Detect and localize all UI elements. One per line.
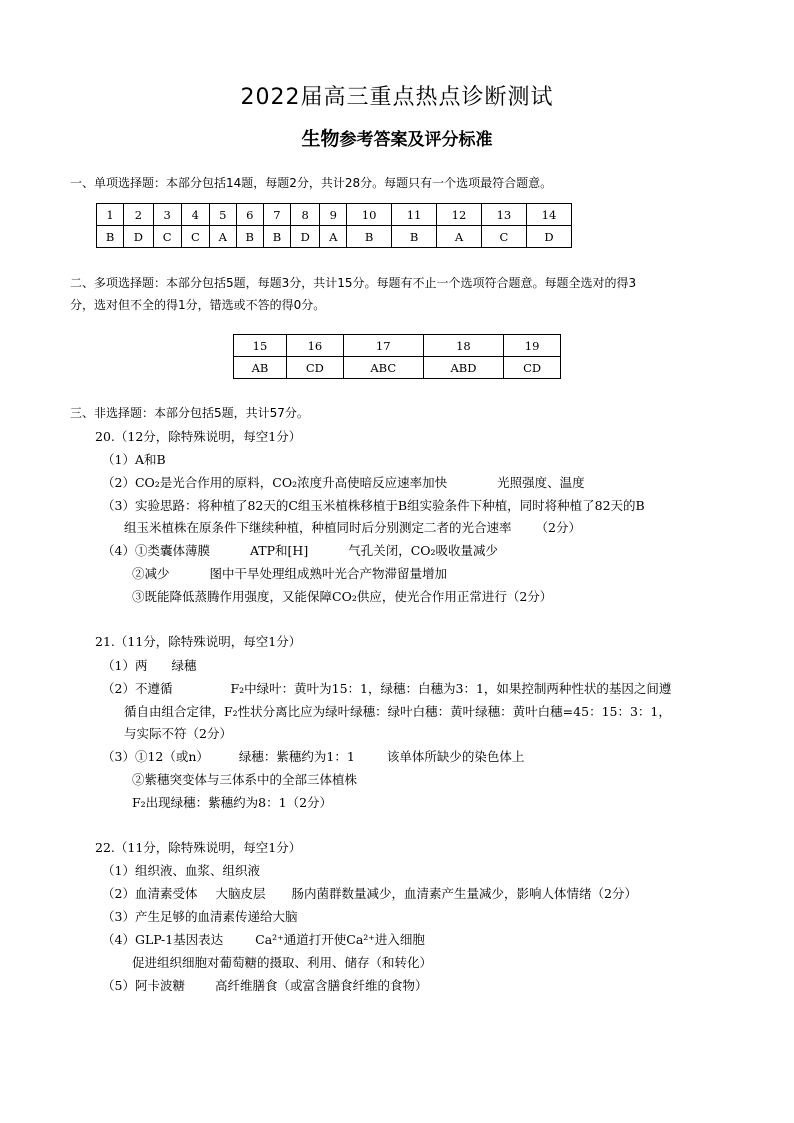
answer-cell: C xyxy=(153,226,181,248)
q22-part5-answer-a: （5）阿卡波糖 xyxy=(102,978,185,993)
q21-part1-answer-a: （1）两 xyxy=(102,658,148,673)
section3-heading: 三、非选择题：本部分包括5题，共计57分。 xyxy=(70,406,309,420)
q20-part2 xyxy=(102,474,585,492)
q22-part2-answer-c: 肠内菌群数量减少，血清素产生量减少，影响人体情绪（2分） xyxy=(291,886,637,901)
q20-part4-answer-2: ATP和[H] xyxy=(249,543,309,558)
answer-cell: A xyxy=(209,226,236,248)
q20-part2-answer-b: 光照强度、温度 xyxy=(497,475,585,490)
section1-heading: 一、单项选择题：本部分包括14题，每题2分，共计28分。每题只有一个选项最符合题意。 xyxy=(70,176,553,190)
question-number-cell: 7 xyxy=(263,204,290,226)
subtitle-text: 参考答案及评分标准 xyxy=(339,130,493,150)
q21-part2-line3: 与实际不符（2分） xyxy=(124,726,232,741)
answer-cell: D xyxy=(526,226,571,248)
q21-part3-line3: F₂出现绿穗：紫穗约为8：1（2分） xyxy=(132,795,333,810)
answer-cell: CD xyxy=(504,357,561,379)
answer-cell: B xyxy=(97,226,124,248)
q22-part1: （1）组织液、血浆、组织液 xyxy=(102,863,260,878)
q21-part1 xyxy=(102,657,196,675)
q22-heading: 22.（11分，除特殊说明，每空1分） xyxy=(95,840,302,855)
question-number-cell: 14 xyxy=(526,204,571,226)
answer-cell: ABC xyxy=(343,357,423,379)
answer-cell: B xyxy=(263,226,290,248)
table-row xyxy=(97,204,572,226)
question-number-cell: 2 xyxy=(124,204,153,226)
q20-part4-answer-1: （4）①类囊体薄膜 xyxy=(102,543,210,558)
q21-part2-answer-b: F₂中绿叶：黄叶为15：1，绿穗：白穗为3：1，如果控制两种性状的基因之间遵 xyxy=(230,681,672,696)
q21-part2-answer-a: （2）不遵循 xyxy=(102,681,173,696)
q21-part2-line1 xyxy=(102,680,671,698)
q20-part4-answer-5: 图中干旱处理组成熟叶光合产物滞留量增加 xyxy=(209,566,448,581)
answer-cell: C xyxy=(181,226,209,248)
question-number-cell: 17 xyxy=(343,335,423,357)
answer-cell: ABD xyxy=(423,357,504,379)
answer-cell: B xyxy=(347,226,392,248)
q20-part4-line1 xyxy=(102,542,498,560)
question-number-cell: 11 xyxy=(392,204,437,226)
q22-part5 xyxy=(102,977,427,995)
q22-part5-answer-b: 高纤维膳食（或富含膳食纤维的食物） xyxy=(214,978,428,993)
q22-part2-answer-a: （2）血清素受体 xyxy=(102,886,198,901)
answer-cell: B xyxy=(392,226,437,248)
table-row xyxy=(234,335,561,357)
question-number-cell: 19 xyxy=(504,335,561,357)
q21-heading: 21.（11分，除特殊说明，每空1分） xyxy=(95,634,302,649)
answer-cell: D xyxy=(124,226,153,248)
q20-part3-line1: （3）实验思路：将种植了82天的C组玉米植株移植于B组实验条件下种植，同时将种植了82天的B xyxy=(102,498,645,513)
q20-part4-line3: ③既能降低蒸腾作用强度，又能保障CO₂供应，使光合作用正常进行（2分） xyxy=(132,589,553,604)
q21-part3-answer-1: （3）①12（或n） xyxy=(102,749,209,764)
answer-cell: C xyxy=(481,226,526,248)
q21-part3-answer-2: 绿穗：紫穗约为1：1 xyxy=(238,749,355,764)
section2-answer-table xyxy=(233,334,561,379)
table-row xyxy=(234,357,561,379)
question-number-cell: 8 xyxy=(291,204,320,226)
q20-part2-answer-a: （2）CO₂是光合作用的原料，CO₂浓度升高使暗反应速率加快 xyxy=(102,475,448,490)
q20-part4-line2 xyxy=(132,565,447,583)
q22-part4-line1 xyxy=(102,931,425,949)
q22-part2 xyxy=(102,885,637,903)
q22-part3: （3）产生足够的血清素传递给大脑 xyxy=(102,909,298,924)
q21-part3-line1 xyxy=(102,748,524,766)
question-number-cell: 12 xyxy=(437,204,482,226)
page-title: 2022届高三重点热点诊断测试 xyxy=(240,85,554,110)
section2-heading-line2: 分，选对但不全的得1分，错选或不答的得0分。 xyxy=(70,298,326,312)
q20-heading: 20.（12分，除特殊说明，每空1分） xyxy=(95,429,302,444)
question-number-cell: 1 xyxy=(97,204,124,226)
question-number-cell: 3 xyxy=(153,204,181,226)
question-number-cell: 5 xyxy=(209,204,236,226)
page-subtitle xyxy=(0,124,794,151)
q21-part3-line2: ②紫穗突变体与三体系中的全部三体植株 xyxy=(132,772,358,787)
q20-part4-answer-4: ②减少 xyxy=(132,566,170,581)
q20-part1: （1）A和B xyxy=(102,452,166,467)
answer-cell: CD xyxy=(287,357,344,379)
question-number-cell: 18 xyxy=(423,335,504,357)
q22-part4-line2: 促进组织细胞对葡萄糖的摄取、利用、储存（和转化） xyxy=(132,955,433,970)
answer-cell: D xyxy=(291,226,320,248)
q22-part4-answer-a: （4）GLP-1基因表达 xyxy=(102,932,224,947)
q21-part1-answer-b: 绿穗 xyxy=(171,658,197,673)
subject-label: 生物 xyxy=(301,128,340,150)
q20-part3-line2 xyxy=(124,519,581,537)
question-number-cell: 13 xyxy=(481,204,526,226)
q20-part4-answer-3: 气孔关闭，CO₂吸收量减少 xyxy=(348,543,499,558)
question-number-cell: 6 xyxy=(236,204,263,226)
question-number-cell: 9 xyxy=(320,204,347,226)
q22-part2-answer-b: 大脑皮层 xyxy=(215,886,266,901)
answer-cell: A xyxy=(320,226,347,248)
answer-cell: AB xyxy=(234,357,287,379)
section2-heading-line1: 二、多项选择题：本部分包括5题，每题3分，共计15分。每题有不止一个选项符合题意。每题全选对的得3 xyxy=(70,276,637,290)
section1-answer-table xyxy=(96,203,572,248)
q20-part3-score: （2分） xyxy=(535,520,581,535)
question-number-cell: 4 xyxy=(181,204,209,226)
q20-part3-text: 组玉米植株在原条件下继续种植，种植同时后分别测定二者的光合速率 xyxy=(124,520,512,535)
question-number-cell: 15 xyxy=(234,335,287,357)
q21-part2-line2: 循自由组合定律，F₂性状分离比应为绿叶绿穗：绿叶白穗：黄叶绿穗：黄叶白穗=45：15：3：1， xyxy=(124,704,671,719)
question-number-cell: 16 xyxy=(287,335,344,357)
answer-cell: B xyxy=(236,226,263,248)
table-row xyxy=(97,226,572,248)
answer-cell: A xyxy=(437,226,482,248)
q22-part4-answer-b: Ca²⁺通道打开使Ca²⁺进入细胞 xyxy=(255,932,425,947)
question-number-cell: 10 xyxy=(347,204,392,226)
section2-heading xyxy=(70,272,730,316)
q21-part3-answer-3: 该单体所缺少的染色体上 xyxy=(386,749,525,764)
